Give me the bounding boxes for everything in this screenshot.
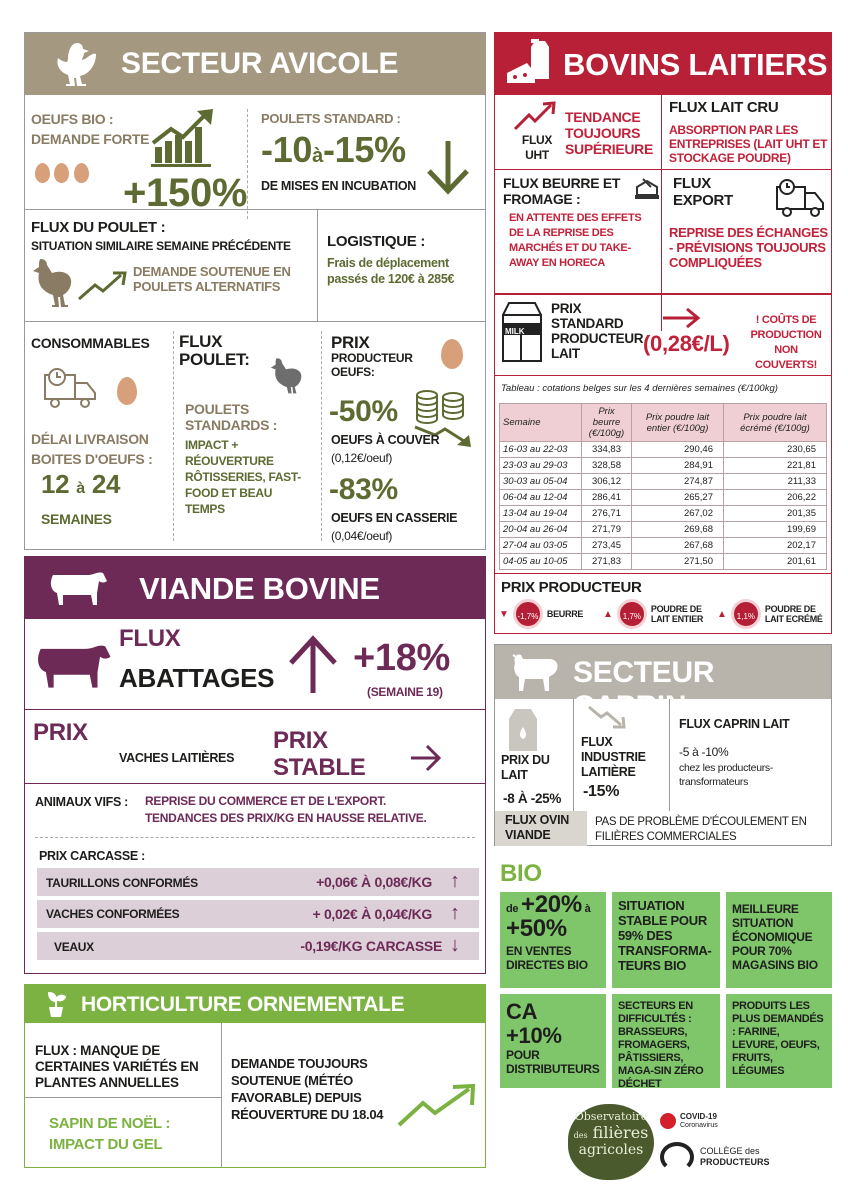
- arrow-up-icon: ↑: [450, 902, 460, 924]
- table-cell-value: 276,71: [582, 506, 632, 522]
- impact-text: IMPACT + RÉOUVERTURE RÔTISSERIES, FAST-FOOD ET BEAU TEMPS: [185, 438, 301, 516]
- table-header: Prix poudre lait écrémé (€/100g): [724, 404, 827, 442]
- table-cell-value: 206,22: [724, 490, 827, 506]
- table-cell-value: 269,68: [632, 522, 724, 538]
- bovins-laitiers-panel: [494, 32, 832, 634]
- avicole-title: SECTEUR AVICOLE: [121, 47, 399, 80]
- divider: [247, 109, 248, 219]
- table-row: [500, 474, 827, 490]
- poulets-value: [261, 129, 406, 171]
- vaches-label: VACHES LAITIÈRES: [119, 751, 235, 765]
- divider: [669, 699, 670, 811]
- carcasse-label: PRIX CARCASSE :: [39, 849, 145, 863]
- flux-demande: DEMANDE SOUTENUE EN POULETS ALTERNATIFS: [133, 264, 291, 294]
- divider: [573, 699, 574, 811]
- delai-unit: SEMAINES: [41, 511, 112, 527]
- prix-l2: OEUFS EN CASSERIE: [331, 511, 458, 525]
- table-cell-semaine: 23-03 au 29-03: [500, 458, 582, 474]
- bio-box-stable: SITUATION STABLE POUR 59% DES TRANSFORMA-TEURS BIO: [612, 892, 720, 988]
- flux-poulet-sub: SITUATION SIMILAIRE SEMAINE PRÉCÉDENTE: [31, 239, 291, 253]
- pp-label: POUDRE DE LAIT ENTIER: [650, 604, 704, 624]
- pp-item-ecreme: [717, 599, 827, 629]
- pp-item-beurre: [499, 599, 583, 629]
- table-cell-value: 265,27: [632, 490, 724, 506]
- covid-logo: [660, 1112, 718, 1130]
- prix-standard: PRIX STANDARD PRODUCTEUR LAIT: [551, 301, 644, 361]
- horticulture-title: HORTICULTURE ORNEMENTALE: [81, 993, 405, 1016]
- divider: [317, 209, 318, 321]
- college-2: PRODUCTEURS: [700, 1157, 770, 1167]
- cow-icon: [47, 569, 109, 609]
- delai-text: DÉLAI LIVRAISON BOITES D'OEUFS :: [31, 431, 153, 467]
- carcasse-row-label: VACHES CONFORMÉES: [46, 907, 180, 921]
- egg-icon: [441, 339, 463, 369]
- prix-v2: -83%: [329, 473, 398, 506]
- arrow-up-icon: ▲: [603, 608, 613, 620]
- animaux-text: REPRISE DU COMMERCE ET DE L'EXPORT. TENDANCES DES PRIX/KG EN HAUSSE RELATIVE.: [145, 794, 427, 825]
- flux-beurre: FLUX BEURRE ET FROMAGE :: [503, 175, 621, 207]
- divider: [495, 375, 831, 376]
- divider: [495, 169, 831, 170]
- caprin-title: SECTEUR CAPRIN: [573, 656, 715, 723]
- flux-poulet-title-2: FLUX POULET:: [179, 332, 250, 369]
- milk-label: MILK: [505, 327, 525, 336]
- table-cell-semaine: 16-03 au 22-03: [500, 442, 582, 458]
- poulets-standard-label: POULETS STANDARD :: [261, 111, 401, 126]
- table-header: Semaine: [500, 404, 582, 442]
- table-cell-value: 199,69: [724, 522, 827, 538]
- table-row: [500, 442, 827, 458]
- trend-up-icon: [395, 1083, 479, 1129]
- horticulture-flux: FLUX : MANQUE DE CERTAINES VARIÉTÉS EN PLANTES ANNUELLES: [35, 1043, 199, 1090]
- divider: [495, 293, 831, 295]
- table-header: Prix poudre lait entier (€/100g): [632, 404, 724, 442]
- couts-text: ! COÛTS DE PRODUCTION NON COUVERTS!: [750, 314, 822, 371]
- bio-ca-text: POUR DISTRIBUTEURS: [506, 1048, 600, 1076]
- bovins-laitiers-title: BOVINS LAITIERS: [563, 47, 828, 82]
- table-row: [500, 458, 827, 474]
- college-logo: [660, 1142, 770, 1172]
- obs-3: filières: [592, 1123, 649, 1142]
- college-icon: [660, 1142, 694, 1172]
- table-cell-value: 201,35: [724, 506, 827, 522]
- arrow-right-icon: [409, 743, 443, 773]
- prix-label: PRIX: [33, 719, 88, 746]
- dairy-icon: [505, 39, 557, 87]
- bio-a: à: [584, 903, 591, 915]
- logistique-title: LOGISTIQUE :: [327, 233, 426, 250]
- bio-box-magasins: MEILLEURE SITUATION ÉCONOMIQUE POUR 70% MAGASINS BIO: [726, 892, 832, 988]
- pp-item-entier: [603, 599, 707, 629]
- bio-ca-value: +10%: [506, 1023, 562, 1048]
- bio-ventes-range: [506, 891, 600, 918]
- flux-poulet-title: FLUX DU POULET :: [31, 219, 166, 236]
- bio-title: BIO: [500, 860, 542, 887]
- plant-pot-icon: [41, 989, 71, 1019]
- table-cell-value: 271,83: [582, 554, 632, 570]
- covid-1: COVID-19: [680, 1112, 717, 1121]
- observatoire-logo: [568, 1104, 654, 1180]
- prix-lait-value: -8 À -25%: [503, 791, 562, 806]
- table-cell-semaine: 04-05 au 10-05: [500, 554, 582, 570]
- divider: [35, 837, 475, 838]
- abattages-label: ABATTAGES: [119, 663, 275, 693]
- flux-label: FLUX: [119, 625, 181, 652]
- sapin-text: SAPIN DE NOËL : IMPACT DU GEL: [49, 1115, 171, 1153]
- cotations-table: [499, 403, 827, 570]
- college-1: COLLÈGE des: [700, 1146, 760, 1156]
- consommables-title: CONSOMMABLES: [31, 335, 150, 351]
- table-cell-value: 221,81: [724, 458, 827, 474]
- bio-ca: CA: [506, 999, 538, 1024]
- oeufs-bio-value: +150%: [123, 171, 248, 215]
- pp-badge: 1,7%: [617, 599, 647, 629]
- milk-carton-icon: [505, 707, 541, 753]
- delivery-truck-icon: [43, 367, 99, 411]
- horticulture-header: [25, 985, 485, 1023]
- bio-v1: +20%: [521, 891, 582, 918]
- table-header-row: [500, 404, 827, 442]
- delai-a: 12: [41, 469, 70, 499]
- table-row: [500, 490, 827, 506]
- reprise-text: REPRISE DES ÉCHANGES - PRÉVISIONS TOUJOURS COMPLIQUÉES: [669, 225, 828, 270]
- table-row: [500, 554, 827, 570]
- pp-label: POUDRE DE LAIT ECRÉMÉ: [764, 604, 823, 624]
- hen-icon: [31, 255, 73, 311]
- horticulture-demande: DEMANDE TOUJOURS SOUTENUE (MÉTÉO FAVORABLE) DEPUIS RÉOUVERTURE DU 18.04: [231, 1056, 384, 1122]
- table-cell-value: 284,91: [632, 458, 724, 474]
- arrow-down-icon: ▼: [499, 608, 509, 620]
- bio-v2: +50%: [506, 915, 567, 942]
- arrow-up-icon: ▲: [717, 608, 727, 620]
- delai-value: [41, 469, 120, 500]
- avicole-header: [25, 33, 485, 95]
- bio-box-ca: [500, 994, 606, 1088]
- animaux-label: ANIMAUX VIFS :: [35, 795, 129, 809]
- abattages-value: +18%: [353, 637, 451, 679]
- table-cell-value: 271,50: [632, 554, 724, 570]
- table-cell-value: 273,45: [582, 538, 632, 554]
- flux-uht: FLUX UHT: [521, 133, 553, 162]
- delai-b: 24: [91, 469, 121, 499]
- arrow-up-icon: ↑: [450, 870, 460, 892]
- flux-industrie-value: -15%: [583, 783, 620, 800]
- ovin-label: FLUX OVIN VIANDE: [505, 813, 569, 842]
- pp-badge: -1,7%: [513, 599, 543, 629]
- divider: [25, 1097, 221, 1098]
- table-cell-value: 290,46: [632, 442, 724, 458]
- poulets-sub: DE MISES EN INCUBATION: [261, 179, 416, 193]
- caprin-panel: [494, 644, 832, 846]
- table-cell-semaine: 13-04 au 19-04: [500, 506, 582, 522]
- avicole-panel: [24, 32, 486, 550]
- cow-icon: [33, 639, 113, 695]
- divider: [221, 1023, 222, 1167]
- table-cell-value: 271,79: [582, 522, 632, 538]
- poulets-value-a: -10: [261, 129, 313, 170]
- table-cell-value: 286,41: [582, 490, 632, 506]
- pp-badge: 1,1%: [731, 599, 761, 629]
- viande-bovine-title: VIANDE BOVINE: [139, 571, 380, 606]
- butter-icon: [633, 177, 659, 201]
- caprin-header: [495, 645, 831, 723]
- divider: [661, 95, 662, 331]
- bio-de: de: [506, 903, 519, 915]
- viande-bovine-header: [25, 557, 485, 619]
- bio-box-produits: PRODUITS LES PLUS DEMANDÉS : FARINE, LEVURE, OEUFS, FRUITS, LÉGUMES: [726, 994, 832, 1088]
- table-cell-value: 328,58: [582, 458, 632, 474]
- trend-up-icon: [77, 271, 127, 301]
- virus-icon: [660, 1113, 676, 1129]
- carcasse-row-label: VEAUX: [54, 940, 94, 954]
- table-cell-semaine: 30-03 au 05-04: [500, 474, 582, 490]
- table-row: [500, 522, 827, 538]
- logistique-text: Frais de déplacement passés de 120€ à 285€: [327, 256, 455, 286]
- carcasse-row-value: -0,19€/KG CARCASSE: [300, 938, 442, 954]
- bio-box-secteurs: SECTEURS EN DIFFICULTÉS : BRASSEURS, FROMAGERS, PÂTISSIERS, MAGA-SIN ZÉRO DÉCHET: [612, 994, 720, 1088]
- poulets-standards: POULETS STANDARDS :: [185, 401, 278, 433]
- table-cell-value: 334,83: [582, 442, 632, 458]
- prix-l1: OEUFS À COUVER: [331, 433, 440, 447]
- covid-2: Coronavirus: [680, 1122, 718, 1129]
- bovins-laitiers-header: [495, 33, 831, 95]
- flux-caprin: FLUX CAPRIN LAIT: [679, 717, 790, 731]
- table-cell-value: 267,02: [632, 506, 724, 522]
- flux-industrie: FLUX INDUSTRIE LAITIÈRE: [581, 735, 646, 779]
- table-caption: Tableau : cotations belges sur les 4 dernières semaines (€/100kg): [501, 383, 778, 394]
- divider: [25, 209, 485, 210]
- flux-export: FLUX EXPORT: [673, 175, 733, 209]
- eggs-icon: [35, 163, 89, 188]
- table-cell-value: 274,87: [632, 474, 724, 490]
- table-row: [500, 538, 827, 554]
- prix-p1: (0,12€/oeuf): [331, 451, 393, 465]
- oeufs-bio-sub: DEMANDE FORTE: [31, 131, 150, 147]
- absorption-text: ABSORPTION PAR LES ENTREPRISES (LAIT UHT ET STOCKAGE POUDRE): [669, 123, 828, 165]
- goat-icon: [509, 651, 561, 695]
- arrow-down-icon: [425, 139, 471, 195]
- prix-lait: PRIX DU LAIT: [501, 753, 550, 782]
- table-cell-semaine: 06-04 au 12-04: [500, 490, 582, 506]
- table-cell-value: 202,17: [724, 538, 827, 554]
- divider: [25, 783, 485, 784]
- tendance-text: TENDANCE TOUJOURS SUPÉRIEURE: [565, 109, 654, 157]
- divider: [25, 709, 485, 710]
- hen-small-icon: [269, 355, 303, 395]
- horticulture-panel: [24, 984, 486, 1168]
- flux-caprin-sub: chez les producteurs-transformateurs: [679, 762, 774, 788]
- poulets-value-sep: à: [312, 145, 323, 167]
- table-row: [500, 506, 827, 522]
- table-cell-value: 267,68: [632, 538, 724, 554]
- poulets-value-b: -15%: [322, 129, 406, 170]
- attente-text: EN ATTENTE DES EFFETS DE LA REPRISE DES MARCHÉS ET DU TAKE-AWAY EN HORECA: [509, 212, 642, 269]
- delivery-truck-icon: [775, 177, 827, 219]
- chicken-icon: [47, 39, 101, 91]
- prix-title: PRIX: [331, 333, 370, 352]
- delai-sep: à: [76, 480, 85, 497]
- divider: [321, 331, 322, 541]
- table-cell-value: 201,61: [724, 554, 827, 570]
- egg-icon: [117, 377, 137, 405]
- prix-value: (0,28€/L): [643, 331, 730, 356]
- table-cell-value: 211,33: [724, 474, 827, 490]
- table-cell-semaine: 27-04 au 03-05: [500, 538, 582, 554]
- arrow-up-icon: [287, 635, 339, 695]
- growth-chart-icon: [151, 107, 217, 167]
- prix-p2: (0,04€/oeuf): [331, 529, 393, 543]
- bio-box-ventes: [500, 892, 606, 988]
- carcasse-row-value: + 0,02€ À 0,04€/KG: [312, 906, 432, 922]
- obs-2: des: [573, 1131, 588, 1140]
- trend-down-icon: [587, 705, 627, 731]
- flux-lait-cru: FLUX LAIT CRU: [669, 99, 779, 116]
- ovin-text: PAS DE PROBLÈME D'ÉCOULEMENT EN FILIÈRES COMMERCIALES: [595, 816, 807, 843]
- prix-stable: PRIX STABLE: [273, 727, 366, 781]
- divider: [495, 573, 831, 574]
- table-cell-semaine: 20-04 au 26-04: [500, 522, 582, 538]
- arrow-right-icon: [661, 307, 701, 329]
- flux-caprin-value: -5 à -10%: [679, 745, 729, 759]
- prix-producteur: PRIX PRODUCTEUR: [501, 579, 642, 596]
- table-cell-value: 230,65: [724, 442, 827, 458]
- obs-4: agricoles: [578, 1142, 644, 1158]
- carcasse-row-label: TAURILLONS CONFORMÉS: [46, 876, 198, 890]
- prix-v1: -50%: [329, 395, 398, 428]
- obs-1: Observatoire: [574, 1110, 648, 1123]
- semaine-label: (SEMAINE 19): [367, 685, 443, 699]
- prix-sub: PRODUCTEUR OEUFS:: [331, 351, 413, 379]
- trend-up-icon: [513, 101, 557, 131]
- pp-label: BEURRE: [546, 609, 584, 619]
- arrow-down-icon: ↓: [450, 934, 460, 956]
- divider: [173, 331, 174, 541]
- bio-ventes-text: EN VENTES DIRECTES BIO: [506, 944, 588, 972]
- table-header: Prix beurre (€/100g): [582, 404, 632, 442]
- carcasse-row-value: +0,06€ À 0,08€/KG: [316, 874, 432, 890]
- oeufs-bio-label: OEUFS BIO :: [31, 111, 114, 127]
- table-cell-value: 306,12: [582, 474, 632, 490]
- divider: [25, 321, 485, 322]
